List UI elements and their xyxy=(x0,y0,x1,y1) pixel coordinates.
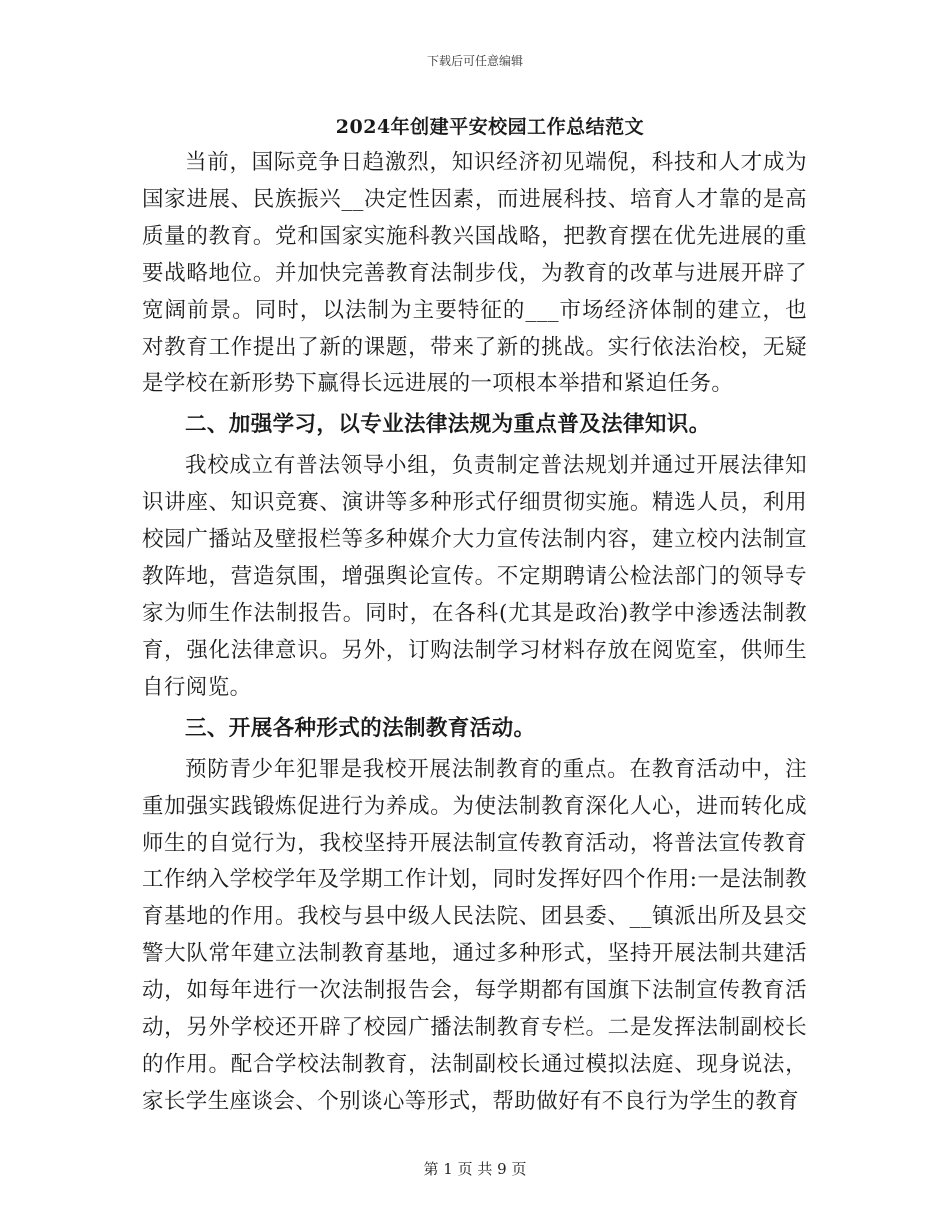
section-heading-2: 二、加强学习，以专业法律法规为重点普及法律知识。 xyxy=(185,412,711,438)
document-body xyxy=(142,145,807,1121)
document-title: 2024年创建平安校园工作总结范文 xyxy=(335,116,645,138)
header-note: 下载后可任意编辑 xyxy=(426,54,523,68)
paragraph-intro: 当前，国际竞争日趋激烈，知识经济初见端倪，科技和人才成为国家进展、民族振兴__决定性因素，而进展科技、培育人才靠的是高质量的教育。党和国家实施科教兴国战略，把教育摆在优先进展的重要战略地位。并加快完善教育法制步伐，为教育的改革与进展开辟了宽阔前景。同时，以法制为主要特征的___市场经济体制的建立，也对教育工作提出了新的课题，带来了新的挑战。实行依法治校，无疑是学校在新形势下赢得长远进展的一项根本举措和紧迫任务。 xyxy=(142,150,807,397)
paragraph-section-3: 预防青少年犯罪是我校开展法制教育的重点。在教育活动中，注重加强实践锻炼促进行为养成。为使法制教育深化人心，进而转化成师生的自觉行为，我校坚持开展法制宣传教育活动，将普法宣传教育工作纳入学校学年及学期工作计划，同时发挥好四个作用:一是法制教育基地的作用。我校与县中级人民法院、团县委、__镇派出所及县交警大队常年建立法制教育基地，通过多种形式，坚持开展法制共建活动，如每年进行一次法制报告会，每学期都有国旗下法制宣传教育活动，另外学校还开辟了校园广播法制教育专栏。二是发挥法制副校长的作用。配合学校法制教育，法制副校长通过模拟法庭、现身说法，家长学生座谈会、个别谈心等形式，帮助做好有不良行为学生的教育 xyxy=(142,756,807,1114)
section-heading-3: 三、开展各种形式的法制教育活动。 xyxy=(185,715,536,741)
page-number-footer: 第 1 页 共 9 页 xyxy=(423,1160,527,1178)
paragraph-section-2: 我校成立有普法领导小组，负责制定普法规划并通过开展法律知识讲座、知识竞赛、演讲等多种形式仔细贯彻实施。精选人员，利用校园广播站及壁报栏等多种媒介大力宣传法制内容，建立校内法制宣教阵地，营造氛围，增强舆论宣传。不定期聘请公检法部门的领导专家为师生作法制报告。同时，在各科(尤其是政治)教学中渗透法制教育，强化法律意识。另外，订购法制学习材料存放在阅览室，供师生自行阅览。 xyxy=(142,453,807,700)
